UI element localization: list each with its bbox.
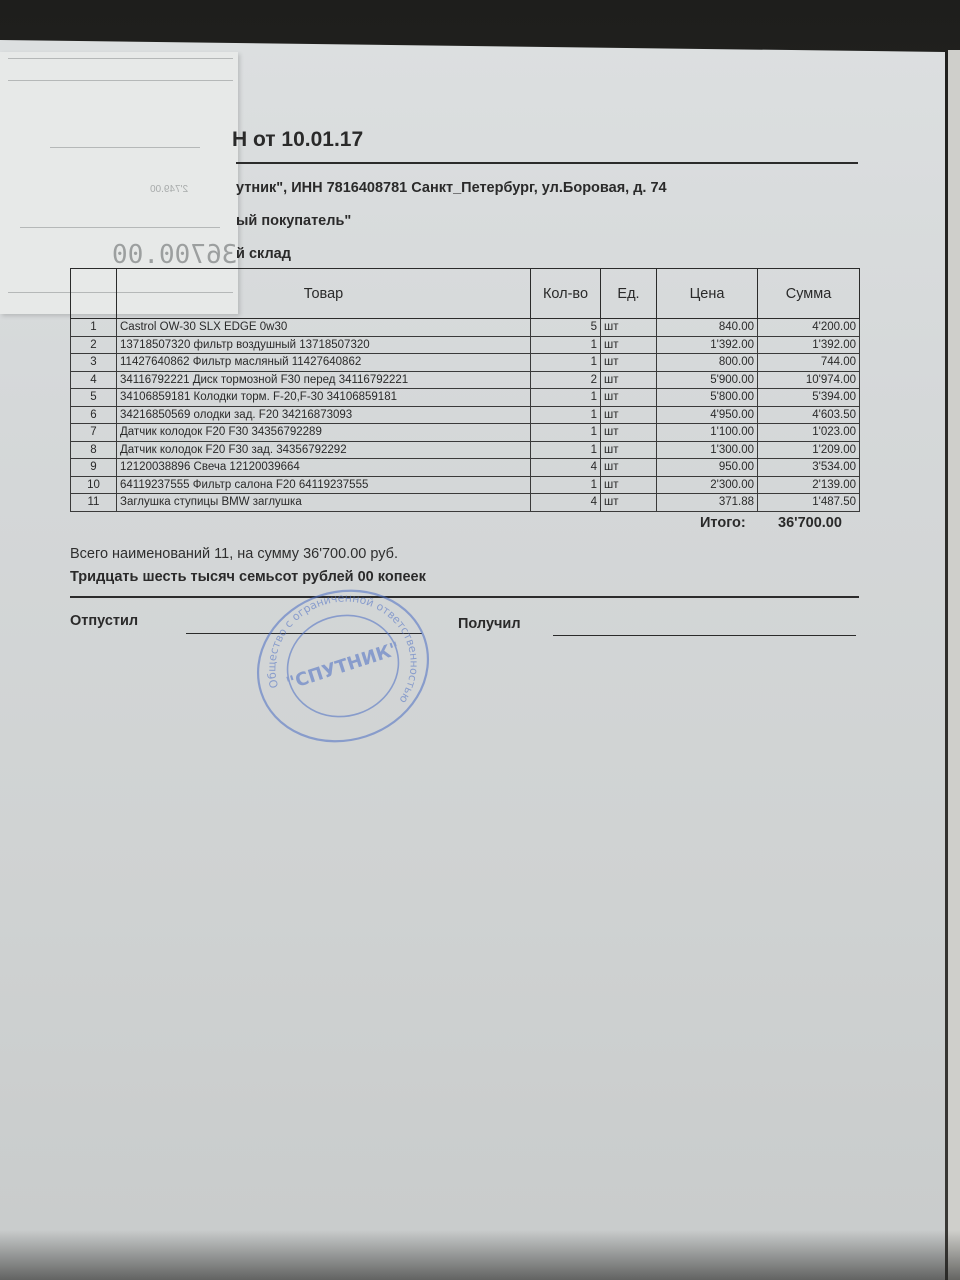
- row-quantity: 5: [531, 319, 601, 337]
- items-table: [70, 268, 860, 512]
- row-number: 3: [71, 354, 117, 372]
- row-product: Заглушка ступицы BMW заглушка: [117, 494, 531, 512]
- receipt-amount: 36700.00: [112, 240, 238, 270]
- row-price: 1'300.00: [657, 441, 758, 459]
- company-stamp: [250, 586, 436, 746]
- row-unit: шт: [601, 441, 657, 459]
- row-price: 1'100.00: [657, 424, 758, 442]
- row-quantity: 1: [531, 476, 601, 494]
- row-product: 64119237555 Фильтр салона F20 64119237555: [117, 476, 531, 494]
- bottom-shadow: [0, 1230, 960, 1280]
- row-quantity: 4: [531, 459, 601, 477]
- table-row: [71, 354, 860, 372]
- row-sum: 1'487.50: [758, 494, 860, 512]
- row-sum: 2'139.00: [758, 476, 860, 494]
- row-unit: шт: [601, 424, 657, 442]
- header-sum: Сумма: [758, 269, 860, 319]
- row-product: Датчик колодок F20 F30 34356792289: [117, 424, 531, 442]
- row-number: 9: [71, 459, 117, 477]
- row-unit: шт: [601, 494, 657, 512]
- received-by-label: Получил: [458, 616, 521, 632]
- row-price: 5'900.00: [657, 371, 758, 389]
- row-sum: 1'392.00: [758, 336, 860, 354]
- row-unit: шт: [601, 389, 657, 407]
- table-row: [71, 371, 860, 389]
- row-quantity: 1: [531, 441, 601, 459]
- row-product: 34216850569 олодки зад. F20 34216873093: [117, 406, 531, 424]
- row-sum: 1'023.00: [758, 424, 860, 442]
- row-quantity: 1: [531, 389, 601, 407]
- row-number: 7: [71, 424, 117, 442]
- header-product: Товар: [117, 269, 531, 319]
- row-price: 840.00: [657, 319, 758, 337]
- row-price: 2'300.00: [657, 476, 758, 494]
- header-price: Цена: [657, 269, 758, 319]
- row-quantity: 1: [531, 354, 601, 372]
- row-number: 4: [71, 371, 117, 389]
- row-price: 800.00: [657, 354, 758, 372]
- supplier-line: утник", ИНН 7816408781 Санкт_Петербург, ул.Боровая, д. 74: [236, 180, 667, 196]
- row-quantity: 2: [531, 371, 601, 389]
- stamp-ring-text: Общество с ограниченной ответственностью: [265, 591, 421, 706]
- row-number: 5: [71, 389, 117, 407]
- row-unit: шт: [601, 406, 657, 424]
- header-unit: Ед.: [601, 269, 657, 319]
- row-product: Датчик колодок F20 F30 зад. 34356792292: [117, 441, 531, 459]
- header-quantity: Кол-во: [531, 269, 601, 319]
- row-sum: 4'603.50: [758, 406, 860, 424]
- row-quantity: 1: [531, 424, 601, 442]
- row-product: 34116792221 Диск тормозной F30 перед 34116792221: [117, 371, 531, 389]
- table-header-row: [71, 269, 860, 319]
- row-sum: 10'974.00: [758, 371, 860, 389]
- row-number: 6: [71, 406, 117, 424]
- second-sheet-edge: [948, 50, 960, 1280]
- row-sum: 3'534.00: [758, 459, 860, 477]
- table-row: [71, 459, 860, 477]
- table-row: [71, 389, 860, 407]
- warehouse-line: й склад: [236, 246, 291, 262]
- table-row: [71, 441, 860, 459]
- table-row: [71, 424, 860, 442]
- table-row: [71, 494, 860, 512]
- row-sum: 5'394.00: [758, 389, 860, 407]
- table-row: [71, 406, 860, 424]
- row-number: 11: [71, 494, 117, 512]
- items-summary: Всего наименований 11, на сумму 36'700.00 руб.: [70, 546, 399, 562]
- title-rule: [236, 162, 858, 164]
- row-product: 12120038896 Свеча 12120039664: [117, 459, 531, 477]
- summary-rule: [70, 596, 859, 598]
- table-row: [71, 336, 860, 354]
- row-price: 950.00: [657, 459, 758, 477]
- row-price: 4'950.00: [657, 406, 758, 424]
- released-by-label: Отпустил: [70, 613, 139, 629]
- total-value: 36'700.00: [778, 515, 842, 531]
- row-price: 371.88: [657, 494, 758, 512]
- row-product: 13718507320 фильтр воздушный 13718507320: [117, 336, 531, 354]
- received-signature-line: [553, 635, 856, 636]
- buyer-line: ый покупатель": [236, 213, 352, 229]
- row-sum: 4'200.00: [758, 319, 860, 337]
- table-row: [71, 476, 860, 494]
- row-unit: шт: [601, 354, 657, 372]
- row-number: 8: [71, 441, 117, 459]
- row-number: 10: [71, 476, 117, 494]
- row-quantity: 1: [531, 336, 601, 354]
- stamp-center-text: "СПУТНИК": [283, 638, 403, 695]
- header-number: [71, 269, 117, 319]
- row-unit: шт: [601, 476, 657, 494]
- row-number: 2: [71, 336, 117, 354]
- total-in-words: Тридцать шесть тысяч семьсот рублей 00 копеек: [70, 569, 426, 585]
- row-price: 1'392.00: [657, 336, 758, 354]
- row-unit: шт: [601, 319, 657, 337]
- row-number: 1: [71, 319, 117, 337]
- row-product: 11427640862 Фильтр масляный 11427640862: [117, 354, 531, 372]
- receipt-small-amount: 2'749.00: [150, 184, 189, 195]
- row-quantity: 1: [531, 406, 601, 424]
- row-sum: 744.00: [758, 354, 860, 372]
- row-unit: шт: [601, 336, 657, 354]
- document-title: Н от 10.01.17: [232, 128, 364, 151]
- row-product: 34106859181 Колодки торм. F-20,F-30 34106859181: [117, 389, 531, 407]
- row-unit: шт: [601, 371, 657, 389]
- row-quantity: 4: [531, 494, 601, 512]
- row-price: 5'800.00: [657, 389, 758, 407]
- row-unit: шт: [601, 459, 657, 477]
- table-row: [71, 319, 860, 337]
- total-label: Итого:: [700, 515, 746, 531]
- row-product: Castrol OW-30 SLX EDGE 0w30: [117, 319, 531, 337]
- row-sum: 1'209.00: [758, 441, 860, 459]
